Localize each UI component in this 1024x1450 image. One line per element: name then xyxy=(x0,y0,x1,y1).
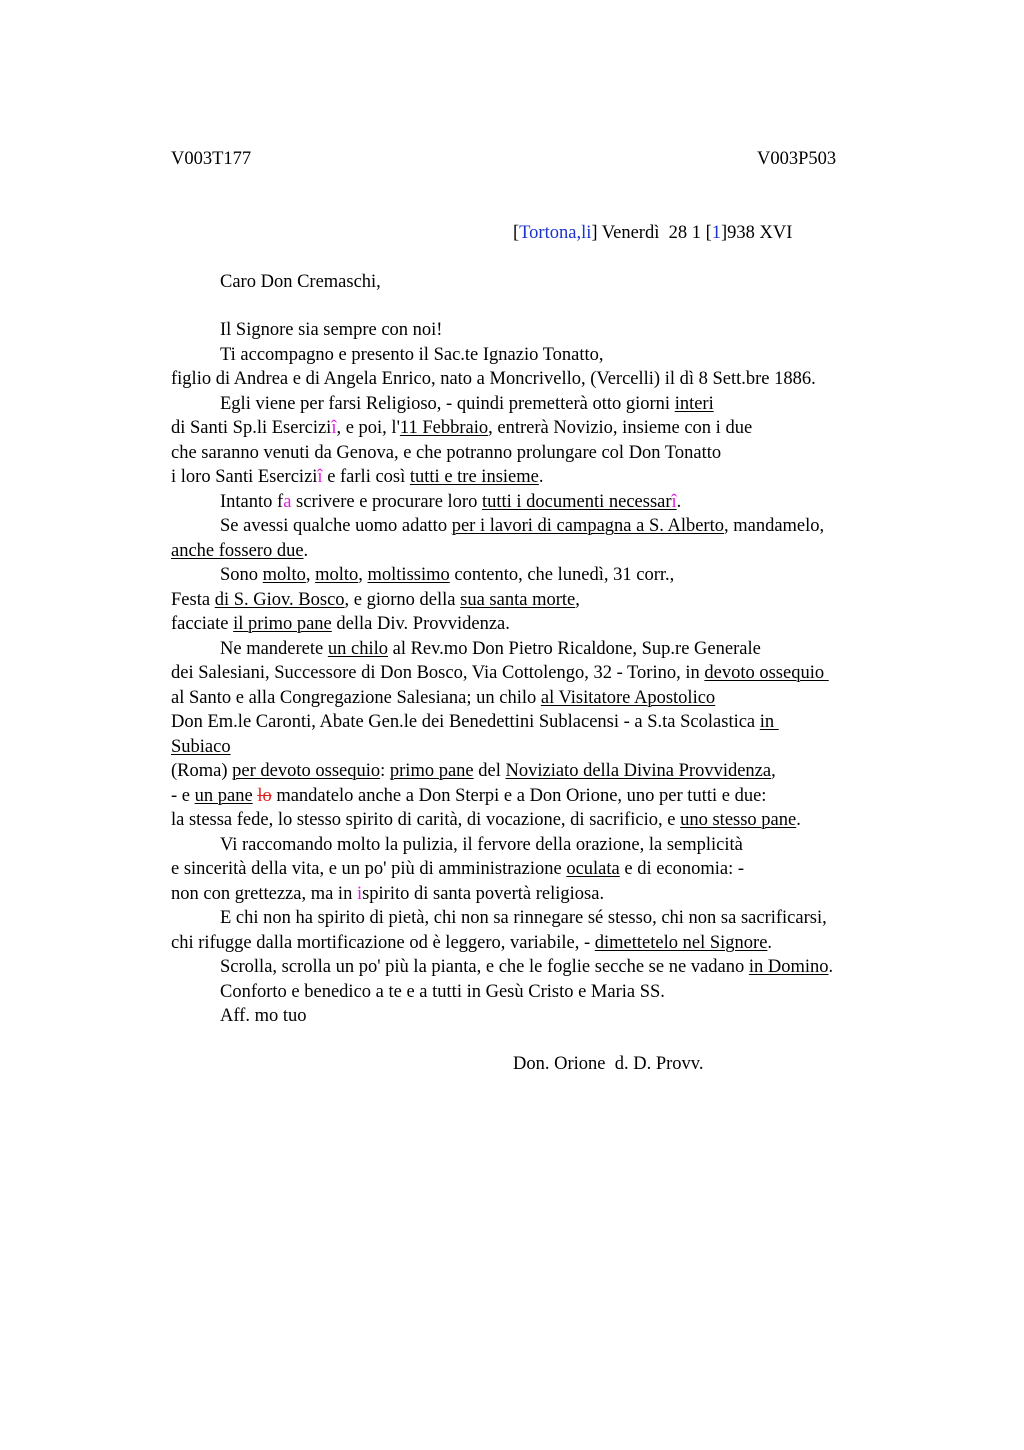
text-line: Ne manderete un chilo al Rev.mo Don Pietro Ricaldone, Sup.re Generale xyxy=(220,638,761,659)
dateline: [Tortona,li] Venerdì 28 1 [1]938 XVI xyxy=(513,223,793,243)
dateline-place: Tortona,li xyxy=(519,223,592,243)
struck-word: lo xyxy=(257,785,272,806)
text-line: la stessa fede, lo stesso spirito di carità, di vocazione, di sacrificio, e uno stesso pane. xyxy=(171,810,801,830)
text-line: Don Em.le Caronti, Abate Gen.le dei Benedettini Sublacensi - a S.ta Scolastica in xyxy=(171,712,779,732)
letter-body xyxy=(171,318,931,1029)
text-line: Sono molto, molto, moltissimo contento, che lunedì, 31 corr., xyxy=(220,565,675,585)
text-line: e sincerità della vita, e un po' più di amministrazione oculata e di economia: - xyxy=(171,859,745,879)
text-line: figlio di Andrea e di Angela Enrico, nato a Moncrivello, (Vercelli) il dì 8 Sett.bre 1886. xyxy=(171,369,816,389)
text-line: i loro Santi Eserciziî e farli così tutti e tre insieme. xyxy=(171,467,544,487)
text-line: Se avessi qualche uomo adatto per i lavori di campagna a S. Alberto, mandamelo, xyxy=(220,516,825,536)
signature: Don. Orione d. D. Provv. xyxy=(513,1054,704,1074)
text-line: Ti accompagno e presento il Sac.te Ignazio Tonatto, xyxy=(220,344,604,365)
text-line: (Roma) per devoto ossequio: primo pane del Noviziato della Divina Provvidenza, xyxy=(171,761,776,781)
text-line: anche fossero due. xyxy=(171,540,309,561)
header-left-code: V003T177 xyxy=(171,149,252,169)
text-line: Il Signore sia sempre con noi! xyxy=(220,320,443,340)
salutation: Caro Don Cremaschi, xyxy=(220,272,381,292)
text-line: - e un pane lo mandatelo anche a Don Sterpi e a Don Orione, uno per tutti e due: xyxy=(171,785,767,806)
text-line: Festa di S. Giov. Bosco, e giorno della sua santa morte, xyxy=(171,589,580,610)
text-line: Conforto e benedico a te e a tutti in Gesù Cristo e Maria SS. xyxy=(220,981,665,1002)
text-line: dei Salesiani, Successore di Don Bosco, Via Cottolengo, 32 - Torino, in devoto ossequio xyxy=(171,663,829,683)
text-line: Egli viene per farsi Religioso, - quindi premetterà otto giorni interi xyxy=(220,393,714,414)
header-right-code: V003P503 xyxy=(757,149,837,169)
text-line: al Santo e alla Congregazione Salesiana; un chilo al Visitatore Apostolico xyxy=(171,687,716,708)
text-line: Intanto fa scrivere e procurare loro tutti i documenti necessarî. xyxy=(220,491,682,512)
text-line: Subiaco xyxy=(171,736,231,757)
text-line: che saranno venuti da Genova, e che potranno prolungare col Don Tonatto xyxy=(171,442,722,463)
text-line: non con grettezza, ma in ispirito di santa povertà religiosa. xyxy=(171,883,605,904)
dateline-year-digit: 1 xyxy=(711,223,722,243)
text-line: chi rifugge dalla mortificazione od è leggero, variabile, - dimettetelo nel Signore. xyxy=(171,932,773,953)
text-line: E chi non ha spirito di pietà, chi non sa rinnegare sé stesso, chi non sa sacrificarsi, xyxy=(220,908,827,928)
text-line: Scrolla, scrolla un po' più la pianta, e che le foglie secche se ne vadano in Domino. xyxy=(220,957,834,977)
text-line: facciate il primo pane della Div. Provvidenza. xyxy=(171,614,510,634)
text-line: Vi raccomando molto la pulizia, il fervore della orazione, la semplicità xyxy=(220,834,743,855)
text-line: di Santi Sp.li Eserciziî, e poi, l'11 Febbraio, entrerà Novizio, insieme con i due xyxy=(171,418,753,438)
closing: Aff. mo tuo xyxy=(220,1006,307,1026)
